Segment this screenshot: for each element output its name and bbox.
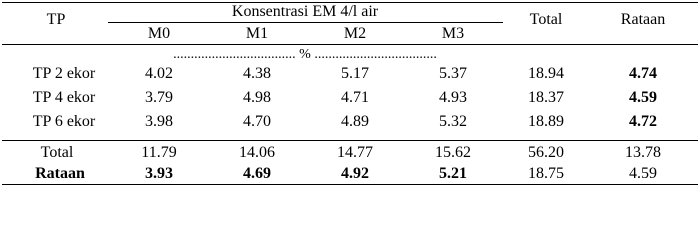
- group-header-rule: [108, 22, 503, 23]
- cell-m3: 5.32: [439, 113, 467, 130]
- row-label: TP 2 ekor: [32, 65, 96, 82]
- cell-m3: 5.37: [439, 65, 467, 82]
- header-col-m3: M3: [441, 25, 465, 42]
- body-bottom-rule: [2, 140, 698, 141]
- cell-m1: 4.70: [243, 113, 271, 130]
- cell-m2: 4.71: [341, 89, 369, 106]
- cell-total: 18.89: [528, 113, 564, 130]
- row-label: Rataan: [35, 165, 85, 182]
- cell-m0: 3.79: [145, 89, 173, 106]
- cell-m3: 5.21: [439, 165, 467, 182]
- unit-row: ................................... % ...................................: [173, 47, 437, 62]
- cell-total: 18.37: [528, 89, 564, 106]
- cell-m2: 4.89: [341, 113, 369, 130]
- cell-m2: 5.17: [341, 65, 369, 82]
- cell-m0: 3.93: [145, 165, 173, 182]
- cell-m2: 4.92: [341, 165, 369, 182]
- row-label: TP 4 ekor: [32, 89, 96, 106]
- cell-m0: 11.79: [141, 144, 177, 161]
- cell-m1: 4.69: [243, 165, 271, 182]
- cell-m3: 4.93: [439, 89, 467, 106]
- cell-rataan: 4.72: [629, 113, 657, 130]
- header-konsentrasi: Konsentrasi EM 4/l air: [231, 3, 379, 20]
- header-bottom-rule: [2, 44, 698, 45]
- header-col-m0: M0: [147, 25, 171, 42]
- cell-m0: 4.02: [145, 65, 173, 82]
- header-col-m1: M1: [245, 25, 269, 42]
- header-tp: TP: [46, 11, 66, 28]
- cell-total: 18.75: [528, 165, 564, 182]
- cell-m1: 14.06: [239, 144, 275, 161]
- cell-rataan: 4.59: [629, 89, 657, 106]
- row-label: Total: [40, 144, 74, 161]
- cell-m1: 4.98: [243, 89, 271, 106]
- table-bottom-rule: [2, 184, 698, 185]
- header-rataan: Rataan: [620, 11, 666, 28]
- cell-rataan: 13.78: [625, 144, 661, 161]
- row-label: TP 6 ekor: [32, 113, 96, 130]
- cell-rataan: 4.74: [629, 65, 657, 82]
- cell-total: 56.20: [528, 144, 564, 161]
- cell-m0: 3.98: [145, 113, 173, 130]
- cell-m3: 15.62: [435, 144, 471, 161]
- header-total: Total: [529, 11, 563, 28]
- header-col-m2: M2: [343, 25, 367, 42]
- cell-m2: 14.77: [337, 144, 373, 161]
- cell-rataan: 4.59: [629, 165, 657, 182]
- cell-m1: 4.38: [243, 65, 271, 82]
- cell-total: 18.94: [528, 65, 564, 82]
